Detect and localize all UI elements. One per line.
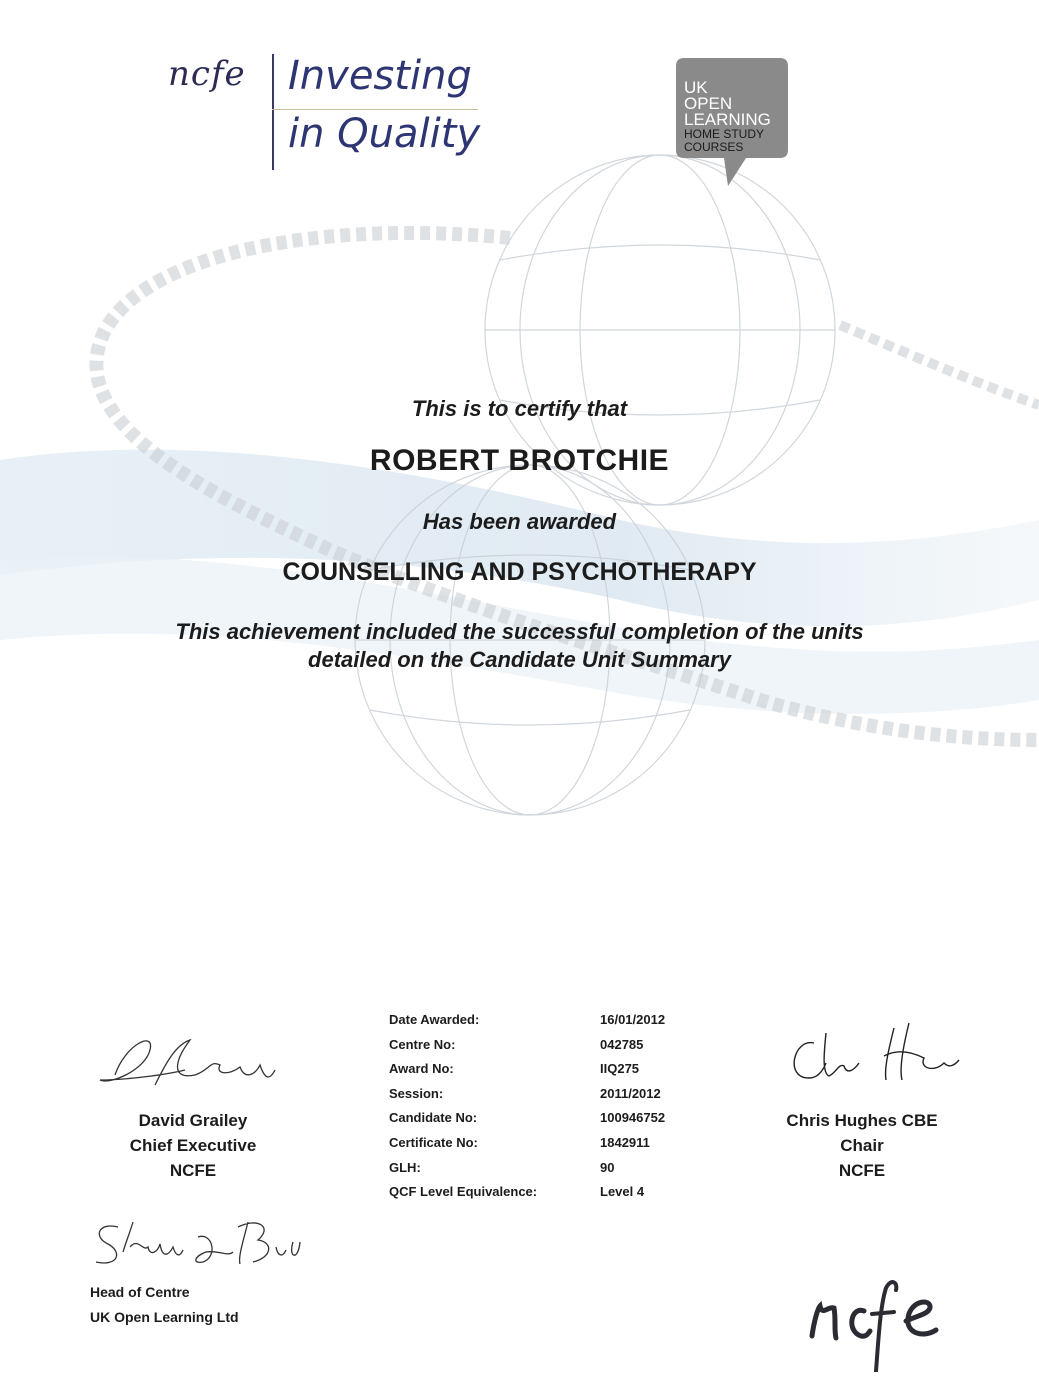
- logo-tagline-line2: in Quality: [288, 111, 481, 157]
- chair-signature: [784, 1018, 964, 1088]
- logo-rule: [272, 109, 478, 110]
- qualification-title: COUNSELLING AND PSYCHOTHERAPY: [282, 558, 757, 586]
- detail-row: [389, 1008, 709, 1033]
- badge-line-learning: LEARNING: [684, 110, 771, 130]
- logo-divider: [272, 54, 274, 170]
- detail-value: 1842911: [600, 1134, 650, 1150]
- detail-value: Level 4: [600, 1184, 645, 1200]
- dashed-swoosh-right: [840, 325, 1039, 405]
- signatory-title: Head of Centre: [90, 1284, 190, 1300]
- head-of-centre-signature: [88, 1212, 303, 1274]
- chief-executive-signature: [95, 1025, 285, 1105]
- badge-text: [684, 80, 784, 153]
- achievement-line-2: detailed on the Candidate Unit Summary: [308, 647, 731, 672]
- detail-label: Centre No:: [389, 1036, 456, 1052]
- badge-line-courses: COURSES: [684, 139, 744, 154]
- badge-line-open: OPEN: [684, 94, 733, 114]
- award-details: [389, 1008, 709, 1205]
- ncfe-investing-in-quality-logo: [168, 50, 488, 170]
- detail-value: IIQ275: [600, 1061, 640, 1077]
- signatory-title: Chief Executive: [129, 1136, 257, 1155]
- detail-value: 100946752: [600, 1110, 666, 1126]
- head-of-centre-signatory: [90, 1280, 239, 1330]
- badge-line-uk: UK: [684, 78, 708, 97]
- logo-tagline-line1: Investing: [288, 53, 472, 99]
- signatory-title: Chair: [840, 1136, 884, 1155]
- detail-row: [389, 1082, 709, 1107]
- detail-row: [389, 1057, 709, 1082]
- chief-executive-signatory: [93, 1108, 293, 1183]
- detail-label: Date Awarded:: [389, 1012, 480, 1027]
- detail-value: 16/01/2012: [600, 1012, 666, 1027]
- uk-open-learning-badge: [676, 58, 788, 188]
- chair-signatory: [762, 1108, 962, 1183]
- signatory-org: NCFE: [169, 1161, 217, 1180]
- signatory-org: NCFE: [838, 1161, 886, 1180]
- detail-row: [389, 1156, 709, 1181]
- achievement-line-1: This achievement included the successful completion of the units: [175, 619, 864, 644]
- certify-statement: This is to certify that: [411, 396, 628, 421]
- badge-line-home-study: HOME STUDY: [684, 127, 765, 142]
- achievement-statement: [0, 618, 1039, 674]
- recipient-name: ROBERT BROTCHIE: [369, 444, 670, 477]
- detail-label: Session:: [389, 1085, 444, 1101]
- detail-value: 2011/2012: [600, 1085, 661, 1101]
- ncfe-footer-logo: [806, 1276, 946, 1372]
- detail-row: [389, 1106, 709, 1131]
- signatory-name: David Grailey: [138, 1111, 248, 1130]
- detail-label: Award No:: [389, 1061, 454, 1077]
- detail-label: GLH:: [389, 1159, 421, 1175]
- awarded-statement: Has been awarded: [422, 509, 617, 534]
- ncfe-logo-mark: ncfe: [168, 54, 246, 94]
- detail-value: 90: [600, 1159, 615, 1175]
- detail-label: QCF Level Equivalence:: [389, 1184, 538, 1200]
- detail-label: Certificate No:: [389, 1134, 478, 1150]
- detail-row: [389, 1033, 709, 1058]
- detail-label: Candidate No:: [389, 1110, 478, 1126]
- detail-value: 042785: [600, 1036, 644, 1052]
- detail-row: [389, 1131, 709, 1156]
- signatory-name: Chris Hughes CBE: [786, 1111, 938, 1130]
- detail-row: [389, 1180, 709, 1205]
- signatory-org: UK Open Learning Ltd: [90, 1309, 239, 1325]
